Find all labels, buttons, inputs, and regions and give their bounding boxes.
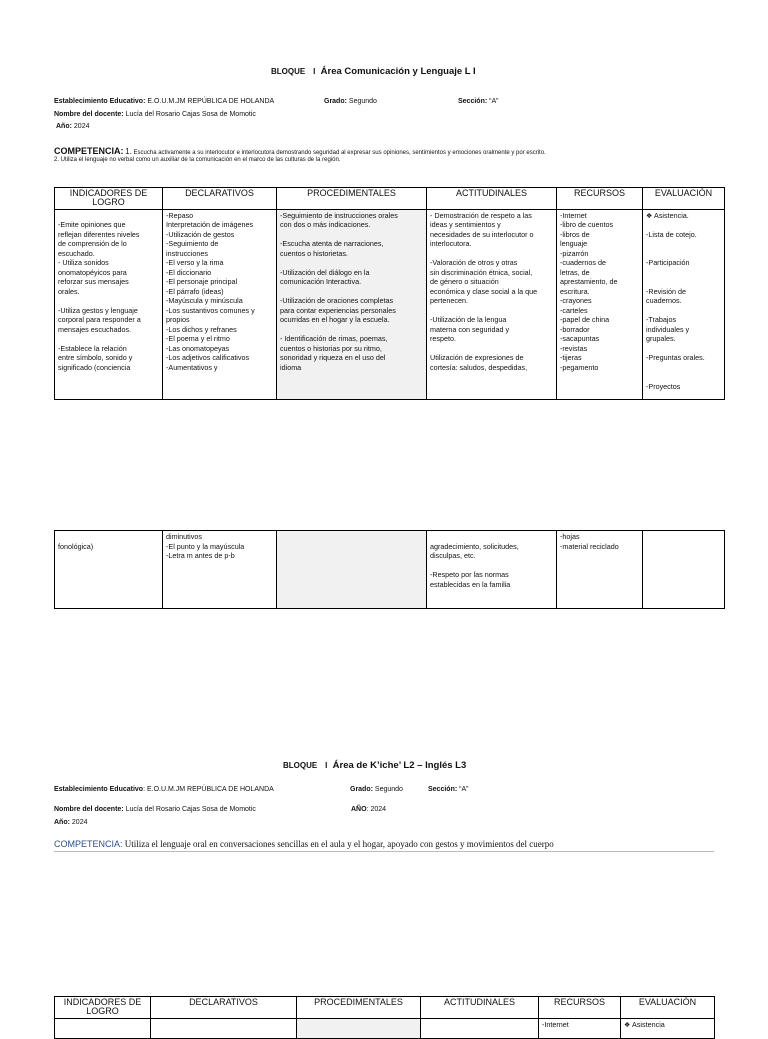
cell-line xyxy=(430,561,553,571)
competence-1-num: 1. xyxy=(125,147,132,156)
header-declarativos: DECLARATIVOS xyxy=(163,188,277,210)
cell-line: -Valoración de otros y otras xyxy=(430,258,518,268)
cell-line: -Internet xyxy=(542,1019,569,1029)
cell-line xyxy=(646,344,721,354)
block2-year xyxy=(54,819,87,826)
cell-evaluacion xyxy=(643,531,725,609)
cell-line xyxy=(430,532,553,542)
header-declarativos: DECLARATIVOS xyxy=(151,997,297,1019)
cell-line: -Utilización de oraciones completas xyxy=(280,296,394,306)
block1-competence-2 xyxy=(54,157,341,163)
cell-recursos xyxy=(539,1018,621,1038)
cell-line: -Repaso xyxy=(166,210,194,220)
cell-line: letras, de xyxy=(560,267,590,277)
cell-line: ❖ Asistencia xyxy=(624,1019,665,1029)
cell-line: necesidades de su interlocutor o xyxy=(430,229,534,239)
cell-line: -sacapuntas xyxy=(560,334,600,344)
cell-line: ideas y sentimientos y xyxy=(430,220,501,230)
establishment-label: Establecimiento Educativo xyxy=(54,786,144,793)
block1-title-area: Área Comunicación y Lenguaje L I xyxy=(320,66,476,77)
cell-line: sin discriminación étnica, social, xyxy=(430,267,533,277)
cell-line: onomatopéyicos para xyxy=(58,267,127,277)
cell-line: -pizarrón xyxy=(560,248,589,258)
block2-title xyxy=(283,760,466,771)
cell-line: de comprensión de lo xyxy=(58,239,127,249)
header-evaluacion: EVALUACIÓN xyxy=(621,997,715,1019)
block1-establishment xyxy=(54,98,274,105)
cell-line: -Las onomatopeyas xyxy=(166,343,230,353)
cell-line xyxy=(280,258,423,268)
cell-line: escuchado. xyxy=(58,248,95,258)
section-label: Sección: xyxy=(428,786,458,793)
cell-evaluacion xyxy=(643,209,725,399)
header-actitudinales: ACTITUDINALES xyxy=(421,997,539,1019)
cell-line: de género o situación xyxy=(430,277,499,287)
cell-line xyxy=(646,306,721,316)
cell-actitudinales xyxy=(421,1018,539,1038)
block1-table xyxy=(54,187,725,400)
cell-line: -Seguimiento de xyxy=(166,239,219,249)
block2-header-row xyxy=(55,997,715,1019)
header-actitudinales: ACTITUDINALES xyxy=(427,188,557,210)
section-label: Sección: xyxy=(458,98,488,105)
cell-line: aprestamiento, de xyxy=(560,277,618,287)
cell-line xyxy=(58,211,159,221)
block2-table xyxy=(54,996,715,1039)
competence-label: COMPETENCIA: xyxy=(54,839,123,849)
block2-section xyxy=(428,786,468,793)
cell-line: -Establece la relación xyxy=(58,343,127,353)
cell-line: -Utiliza gestos y lenguaje xyxy=(58,305,138,315)
block1-table-continued xyxy=(54,530,725,609)
header-evaluacion: EVALUACIÓN xyxy=(643,188,725,210)
block1-header-row xyxy=(55,188,725,210)
cell-line: - Identificación de rimas, poemas, xyxy=(280,334,388,344)
cell-line: -Los sustantivos comunes y xyxy=(166,305,255,315)
cell-line: cuentos o historias por su ritmo, xyxy=(280,343,382,353)
cell-line: -crayones xyxy=(560,296,592,306)
section-value: “A” xyxy=(459,786,469,793)
cell-line: -Aumentativos y xyxy=(166,362,218,372)
cell-actitudinales xyxy=(427,531,557,609)
cell-line: -Utilización de gestos xyxy=(166,229,235,239)
cell-line: -Lista de cotejo. xyxy=(646,229,697,239)
cell-line: -Los adjetivos calificativos xyxy=(166,353,250,363)
cell-line: propios xyxy=(166,315,190,325)
cell-line: -Escucha atenta de narraciones, xyxy=(280,239,384,249)
block2-teacher xyxy=(54,806,256,813)
year-value-upper: : 2024 xyxy=(366,806,387,813)
cell-procedimentales xyxy=(277,209,427,399)
block2-establishment xyxy=(54,786,274,793)
cell-line xyxy=(430,249,553,259)
cell-line: - Demostración de respeto a las xyxy=(430,210,532,220)
block1-teacher xyxy=(54,111,256,118)
cell-indicadores xyxy=(55,1018,151,1038)
cell-line: -El párrafo (ideas) xyxy=(166,286,224,296)
cell-line: respeto. xyxy=(430,334,456,344)
cell-line: disculpas, etc. xyxy=(430,551,476,560)
cell-line: sonoridad y riqueza en el uso del xyxy=(280,353,386,363)
cell-line: -cuadernos de xyxy=(560,258,606,268)
cell-line: reflejan diferentes niveles xyxy=(58,229,140,239)
year-label: Año: xyxy=(56,123,72,130)
block2-year-upper xyxy=(351,806,386,813)
block2-grade xyxy=(350,786,403,793)
cell-line xyxy=(58,334,159,344)
cell-line: para contar experiencias personales xyxy=(280,305,396,315)
competence-underline xyxy=(54,851,714,852)
cell-line: -pegamento xyxy=(560,362,599,372)
competence-label: COMPETENCIA: xyxy=(54,146,124,156)
cell-line xyxy=(58,532,159,542)
block1-title-prefix: BLOQUE xyxy=(271,67,306,76)
cell-declarativos xyxy=(163,531,277,609)
cell-indicadores xyxy=(55,209,163,399)
grade-label: Grado: xyxy=(350,786,373,793)
cell-line: -Internet xyxy=(560,210,587,220)
cell-line xyxy=(280,287,423,297)
header-indicadores: INDICADORES DE LOGRO xyxy=(55,997,151,1019)
cell-line: significado (conciencia xyxy=(58,362,131,372)
teacher-label: Nombre del docente: xyxy=(54,806,124,813)
block2-competence xyxy=(54,839,554,849)
teacher-label: Nombre del docente: xyxy=(54,111,124,118)
cell-line: -Los dichos y refranes xyxy=(166,324,237,334)
cell-line: diminutivos xyxy=(166,532,202,541)
cell-line: agradecimiento, solicitudes, xyxy=(430,541,519,551)
cell-line: -El punto y la mayúscula xyxy=(166,541,245,551)
cell-line: -Mayúscula y minúscula xyxy=(166,296,243,306)
cell-line xyxy=(430,344,553,354)
block2-title-num: I xyxy=(325,761,328,770)
year-value: 2024 xyxy=(71,819,88,826)
cell-line: -revistas xyxy=(560,343,588,353)
cell-line: Utilización de expresiones de xyxy=(430,353,524,363)
cell-indicadores xyxy=(55,531,163,609)
year-value: 2024 xyxy=(73,123,90,130)
cell-line: grupales. xyxy=(646,334,676,344)
cell-line: ❖ Asistencia. xyxy=(646,210,689,220)
teacher-value: Lucía del Rosario Cajas Sosa de Momotic xyxy=(125,806,256,813)
cell-line: -Revisión de xyxy=(646,286,686,296)
grade-value: Segundo xyxy=(374,786,403,793)
cell-line: económica y clase social a la que xyxy=(430,286,538,296)
cell-line: -Proyectos xyxy=(646,381,681,391)
cell-line: cuentos o historietas. xyxy=(280,248,348,258)
cell-line: -El personaje principal xyxy=(166,277,238,287)
cell-line: escritura. xyxy=(560,286,590,296)
cell-line: -El diccionario xyxy=(166,267,212,277)
cell-line: -borrador xyxy=(560,324,590,334)
cell-line: -material reciclado xyxy=(560,541,619,551)
cell-line: orales. xyxy=(58,286,80,296)
cell-line xyxy=(280,325,423,335)
cell-procedimentales xyxy=(297,1018,421,1038)
cell-line: -El poema y el ritmo xyxy=(166,334,230,344)
cell-line: con dos o más indicaciones. xyxy=(280,220,371,230)
cell-line: -hojas xyxy=(560,532,580,541)
year-label-upper: AÑO xyxy=(351,806,367,813)
header-procedimentales: PROCEDIMENTALES xyxy=(297,997,421,1019)
cell-line xyxy=(280,230,423,240)
cell-line: -Seguimiento de instrucciones orales xyxy=(280,210,398,220)
cell-line: -Letra m antes de p-b xyxy=(166,551,235,560)
block1-year xyxy=(56,123,89,130)
cell-procedimentales xyxy=(277,531,427,609)
cell-line: -Trabajos xyxy=(646,315,677,325)
header-recursos: RECURSOS xyxy=(557,188,643,210)
block1-row1 xyxy=(55,209,725,399)
cell-line: -Preguntas orales. xyxy=(646,353,705,363)
cell-declarativos xyxy=(151,1018,297,1038)
cell-line xyxy=(646,268,721,278)
cell-line: cuadernos. xyxy=(646,296,682,306)
block1-section xyxy=(458,98,498,105)
header-indicadores: INDICADORES DE LOGRO xyxy=(55,188,163,210)
cell-line xyxy=(646,220,721,230)
cell-line: ocurridas en el hogar y la escuela. xyxy=(280,315,390,325)
cell-line: -Participación xyxy=(646,258,690,268)
cell-line: Interpretación de imágenes xyxy=(166,220,254,230)
competence-1-text: Escucha activamente a su interlocutor e interlocutora demostrando seguridad al expresar sus opiniones, sentimientos y emociones oralmente y por escrito. xyxy=(133,150,546,156)
cell-line xyxy=(646,277,721,287)
grade-label: Grado: xyxy=(324,98,347,105)
cell-line: materna con seguridad y xyxy=(430,324,510,334)
cell-line: cortesía: saludos, despedidas, xyxy=(430,362,528,372)
cell-line: - Utiliza sonidos xyxy=(58,258,109,268)
cell-recursos xyxy=(557,209,643,399)
cell-line: -carteles xyxy=(560,305,588,315)
cell-line: individuales y xyxy=(646,324,690,334)
cell-line: mensajes escuchados. xyxy=(58,324,132,334)
cell-line: interlocutora. xyxy=(430,239,472,249)
cell-line: instrucciones xyxy=(166,248,208,258)
block2-title-prefix: BLOQUE xyxy=(283,761,318,770)
block1-title xyxy=(271,66,476,77)
header-procedimentales: PROCEDIMENTALES xyxy=(277,188,427,210)
block2-title-area: Área de K’iche’ L2 – Inglés L3 xyxy=(332,760,467,771)
block2-row1 xyxy=(55,1018,715,1038)
grade-value: Segundo xyxy=(348,98,377,105)
block1-row2 xyxy=(55,531,725,609)
cell-line: idioma xyxy=(280,362,302,372)
establishment-value: E.O.U.M.JM REPÚBLICA DE HOLANDA xyxy=(147,98,275,105)
establishment-value: : E.O.U.M.JM REPÚBLICA DE HOLANDA xyxy=(143,786,274,793)
establishment-label: Establecimiento Educativo: xyxy=(54,98,146,105)
block1-grade xyxy=(324,98,377,105)
block1-competence xyxy=(54,146,546,156)
cell-line: -Utilización del diálogo en la xyxy=(280,267,370,277)
cell-line: -Utilización de la lengua xyxy=(430,315,507,325)
cell-line xyxy=(646,372,721,382)
cell-declarativos xyxy=(163,209,277,399)
cell-actitudinales xyxy=(427,209,557,399)
cell-line: fonológica) xyxy=(58,541,94,551)
cell-line xyxy=(430,306,553,316)
cell-line: pertenecen. xyxy=(430,296,468,306)
cell-line: establecidas en la familia xyxy=(430,579,511,589)
cell-line: -papel de china xyxy=(560,315,610,325)
cell-line: -Emite opiniones que xyxy=(58,220,126,230)
competence-text: Utiliza el lenguaje oral en conversaciones sencillas en el aula y el hogar, apoyado con gestos y movimientos del cuerpo xyxy=(124,839,554,849)
cell-evaluacion xyxy=(621,1018,715,1038)
cell-line: -El verso y la rima xyxy=(166,258,224,268)
year-label: Año: xyxy=(54,819,70,826)
cell-line: corporal para responder a xyxy=(58,315,141,325)
cell-line xyxy=(646,363,721,373)
cell-recursos xyxy=(557,531,643,609)
cell-line: comunicación Interactiva. xyxy=(280,277,362,287)
teacher-value: Lucía del Rosario Cajas Sosa de Momotic xyxy=(125,111,256,118)
cell-line xyxy=(646,249,721,259)
cell-line: -libro de cuentos xyxy=(560,220,614,230)
cell-line: entre símbolo, sonido y xyxy=(58,353,133,363)
section-value: “A” xyxy=(489,98,499,105)
block1-title-num: I xyxy=(313,67,316,76)
cell-line xyxy=(646,239,721,249)
cell-line: -Respeto por las normas xyxy=(430,570,509,579)
cell-line: reforzar sus mensajes xyxy=(58,277,129,287)
cell-line: lenguaje xyxy=(560,239,588,249)
cell-line: -tijeras xyxy=(560,353,582,363)
header-recursos: RECURSOS xyxy=(539,997,621,1019)
cell-line: -libros de xyxy=(560,229,590,239)
competence-2-text: 2. Utiliza el lenguaje no verbal como un auxiliar de la comunicación en el marco de las culturas de la región. xyxy=(54,157,341,163)
cell-line xyxy=(58,296,159,306)
